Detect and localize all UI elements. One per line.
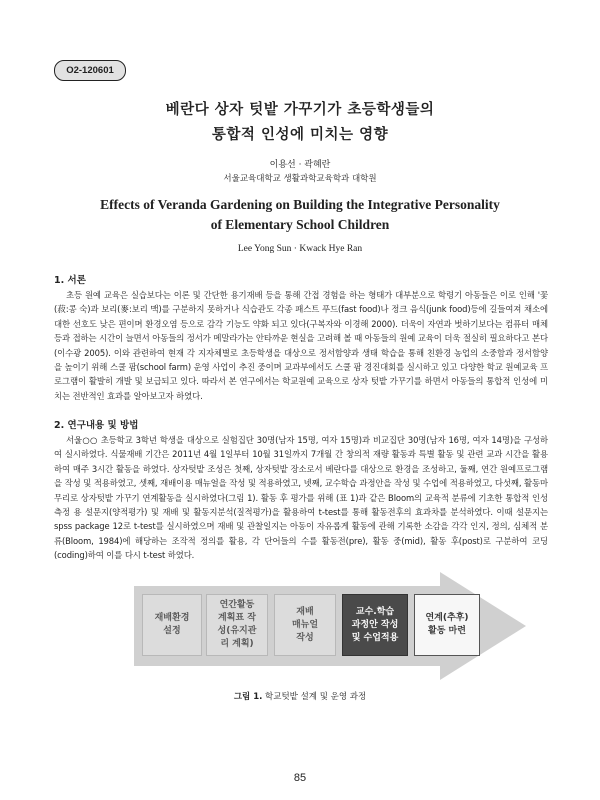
authors-english: Lee Yong Sun · Kwack Hye Ran (237, 244, 363, 254)
step-annual-plan: 연간활동 계획표 작 성(유지관 리 계획) (206, 594, 268, 656)
section-2-heading: 2. 연구내용 및 방법 (54, 420, 139, 431)
title-korean-line-2: 통합적 인성에 미치는 영향 (211, 126, 389, 143)
figure-caption-text: 학교텃밭 설계 및 운영 과정 (265, 692, 367, 702)
step-lesson-plan: 교수.학습 과정안 작성 및 수업적용 (342, 594, 408, 656)
figure-caption-label: 그림 1. (233, 692, 263, 702)
authors-korean: 이용선 · 곽혜란 (269, 160, 331, 170)
title-korean-line-1: 베란다 상자 텃밭 가꾸기가 초등학생들의 (165, 101, 435, 118)
title-english-line-1: Effects of Veranda Gardening on Building the Integrative Personality (100, 197, 500, 212)
process-figure (134, 572, 526, 680)
step-follow-up: 연계(추후) 활동 마련 (414, 594, 480, 656)
step-environment-setup: 재배환경 설정 (142, 594, 202, 656)
figure-caption (0, 690, 600, 702)
section-1-heading: 1. 서론 (54, 275, 86, 286)
section-1-body: 초등 원예 교육은 실습보다는 이론 및 간단한 용기재배 등을 통해 간접 경험을 하는 형태가 대부분으로 학령기 아동들은 이로 인해 '꽃(菽:콩 숙)과 보리(麥:보리 맥)를 구분하지 못하거나 식습관도 각종 패스트 푸드(fast food)나 정크 음식(junk food)등에 길들여져 채소에 대한 선호도 낮은 편이며 환경오염 등으로 감각 기능도 약화 되고 있다(구복자와 이경해 2000). 더욱이 자연과 벗하기보다는 컴퓨터 매체 등과 접하는 시간이 늘면서 아동들의 정서가 메말라가는 안타까운 현실을 고려해 볼 때 아동들의 원예 교육이 더욱 절실히 필요하다고 본다(이수광 2005). 이와 관련하여 현재 각 지자체별로 초등학생을 대상으로 정서함양과 생태 학습을 통해 친환경 농업의 소중함과 정서함양을 높이기 위해 스쿨 팜(school farm) 운영 사업이 추진 중이며 교과부에서도 스쿨 팜 경진대회를 실시하고 있고 다양한 학교 원예교육 프로그램이 활발히 개발 및 보급되고 있다. 따라서 본 연구에서는 학교원예 교육으로 상자 텃밭 가꾸기를 하면서 아동들의 통합적 인성에 미치는 전반적인 효과를 알아보고자 하였다. (54, 290, 548, 401)
paper-id-badge: O2-120601 (54, 60, 126, 81)
section-2-body: 서울○○ 초등학교 3학년 학생을 대상으로 실험집단 30명(남자 15명, 여자 15명)과 비교집단 30명(남자 16명, 여자 14명)을 구성하여 실시하였다. 식물재배 기간은 2011년 4월 1일부터 10월 31일까지 7개월 간 창의적 재량 활동과 특별 활동 및 관련 교과 시간을 활용하여 매주 3시간 활동을 하였다. 상자텃밭 조성은 첫째, 상자텃밭 장소로서 베란다를 대상으로 환경을 조성하고, 둘째, 연간 원예프로그램을 작성 및 적용하였고, 셋째, 재배이용 매뉴얼을 작성 및 적용하였고, 넷째, 교수학습 과정안을 작성 및 수업에 적용하였고, 다섯째, 활동마무리로 상자텃밭 가꾸기 연계활동을 실시하였다(그림 1). 활동 후 평가를 위해 (표 1)과 같은 Bloom의 교육적 분류에 기초한 통합적 인성 측정 용 설문지(양적평가) 및 재배 및 활동지분석(질적평가)을 활용하여 t-test를 통해 활동전후의 효과차를 분석하였다. 이때 설문지는 spss package 12로 t-test를 실시하였으며 재배 및 관찰일지는 아동이 자유롭게 활동에 관해 기록한 소감을 각각 인지, 정의, 심체적 분류(Bloom, 1984)에 해당하는 조작적 정의를 활용, 각 단어들의 수를 활동전(pre), 활동 중(mid), 활동 후(post)로 구분하여 코딩(coding)하여 이를 다시 t-test 하였다. (54, 435, 548, 561)
affiliation-korean: 서울교육대학교 생활과학교육학과 대학원 (223, 174, 377, 184)
page-number: 85 (293, 772, 307, 784)
step-cultivation-manual: 재배 매뉴얼 작성 (274, 594, 336, 656)
title-english-line-2: of Elementary School Children (210, 217, 390, 232)
